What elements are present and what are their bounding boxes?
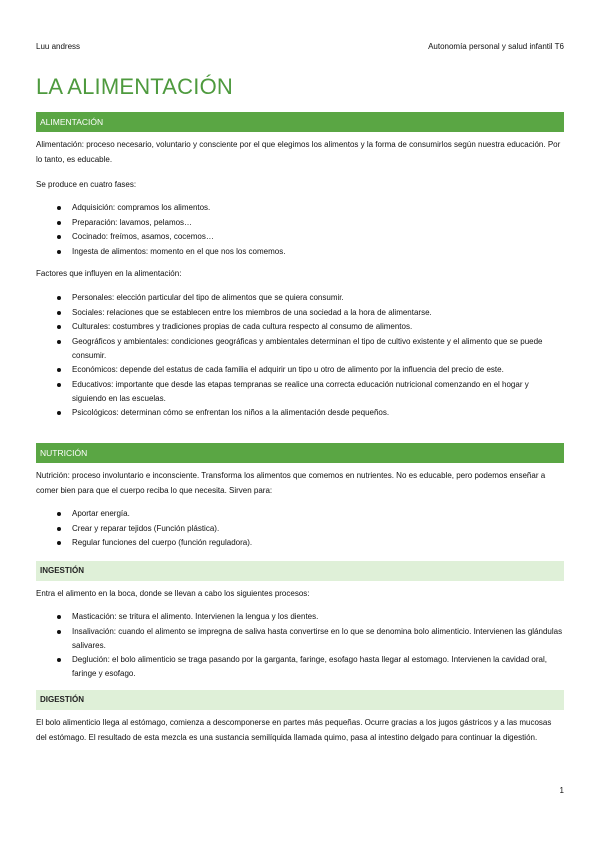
factors-list <box>36 291 564 421</box>
section-heading-nutricion: NUTRICIÓN <box>36 443 564 463</box>
phases-list <box>36 201 564 259</box>
list-item: Económicos: depende del estatus de cada familia el adquirir un tipo u otro de alimento por la influencia del precio de este. <box>36 363 564 377</box>
phases-intro: Se produce en cuatro fases: <box>36 180 137 189</box>
list-item: Deglución: el bolo alimenticio se traga pasando por la garganta, faringe, esofago hasta llegar al estomago. Intervienen la cavidad oral, faringe y esofago. <box>36 653 564 681</box>
subsection-heading-digestion: DIGESTIÓN <box>36 690 564 710</box>
bullet-icon <box>57 368 61 372</box>
list-item: Cocinado: freímos, asamos, cocemos… <box>36 230 564 244</box>
bullet-icon <box>57 221 61 225</box>
list-item: Sociales: relaciones que se establecen entre los miembros de una sociedad a la hora de alimentarse. <box>36 306 564 320</box>
list-item: Preparación: lavamos, pelamos… <box>36 216 564 230</box>
factors-intro: Factores que influyen en la alimentación: <box>36 269 182 278</box>
bullet-icon <box>57 527 61 531</box>
list-item: Psicológicos: determinan cómo se enfrentan los niños a la alimentación desde pequeños. <box>36 406 564 420</box>
bullet-icon <box>57 340 61 344</box>
header-subject: Autonomía personal y salud infantil T6 <box>428 42 564 51</box>
document-page <box>36 0 564 848</box>
bullet-icon <box>57 250 61 254</box>
list-item: Educativos: importante que desde las etapas tempranas se realice una correcta educación nutricional comenzando en el hogar y siguiendo en las escuelas. <box>36 378 564 406</box>
page-number: 1 <box>559 786 564 795</box>
digestion-text: El bolo alimenticio llega al estómago, comienza a descomponerse en partes más pequeñas. Ocurre gracias a los jugos gástricos y a las mucosas del estómago. El resultado de esta mezcla es una sustancia semilíquida llamada quimo, pasa al intestino delgado para continuar la digestión. <box>36 718 552 742</box>
list-item: Regular funciones del cuerpo (función reguladora). <box>36 536 564 550</box>
bullet-icon <box>57 206 61 210</box>
bullet-icon <box>57 630 61 634</box>
bullet-icon <box>57 235 61 239</box>
nutricion-list <box>36 507 564 551</box>
header-author: Luu andress <box>36 42 81 51</box>
nutricion-intro: Nutrición: proceso involuntario e inconsciente. Transforma los alimentos que comemos en nutrientes. No es educable, pero podemos enseñar a comer bien para que el cuerpo reciba lo que necesita. Sirven para: <box>36 471 546 495</box>
ingestion-intro: Entra el alimento en la boca, donde se llevan a cabo los siguientes procesos: <box>36 589 310 598</box>
list-item: Aportar energía. <box>36 507 564 521</box>
bullet-icon <box>57 383 61 387</box>
bullet-icon <box>57 658 61 662</box>
page-title: LA ALIMENTACIÓN <box>36 74 233 99</box>
list-item: Culturales: costumbres y tradiciones propias de cada cultura respecto al consumo de alimentos. <box>36 320 564 334</box>
bullet-icon <box>57 512 61 516</box>
subsection-heading-ingestion: INGESTIÓN <box>36 561 564 581</box>
section-heading-alimentacion: ALIMENTACIÓN <box>36 112 564 132</box>
bullet-icon <box>57 311 61 315</box>
bullet-icon <box>57 296 61 300</box>
list-item: Insalivación: cuando el alimento se impregna de saliva hasta convertirse en lo que se denomina bolo alimenticio. Intervienen las glándulas salivares. <box>36 625 564 653</box>
list-item: Personales: elección particular del tipo de alimentos que se quiera consumir. <box>36 291 564 305</box>
bullet-icon <box>57 411 61 415</box>
list-item: Adquisición: compramos los alimentos. <box>36 201 564 215</box>
page-header <box>36 42 564 54</box>
alimentacion-intro: Alimentación: proceso necesario, voluntario y consciente por el que elegimos los alimentos y la forma de consumirlos según nuestra educación. Por lo tanto, es educable. <box>36 140 561 164</box>
bullet-icon <box>57 325 61 329</box>
bullet-icon <box>57 541 61 545</box>
ingestion-list <box>36 610 564 682</box>
list-item: Crear y reparar tejidos (Función plástica). <box>36 522 564 536</box>
list-item: Ingesta de alimentos: momento en el que nos los comemos. <box>36 245 564 259</box>
list-item: Geográficos y ambientales: condiciones geográficas y ambientales determinan el tipo de cultivo existente y el alimento que se puede consumir. <box>36 335 564 363</box>
bullet-icon <box>57 615 61 619</box>
list-item: Masticación: se tritura el alimento. Intervienen la lengua y los dientes. <box>36 610 564 624</box>
